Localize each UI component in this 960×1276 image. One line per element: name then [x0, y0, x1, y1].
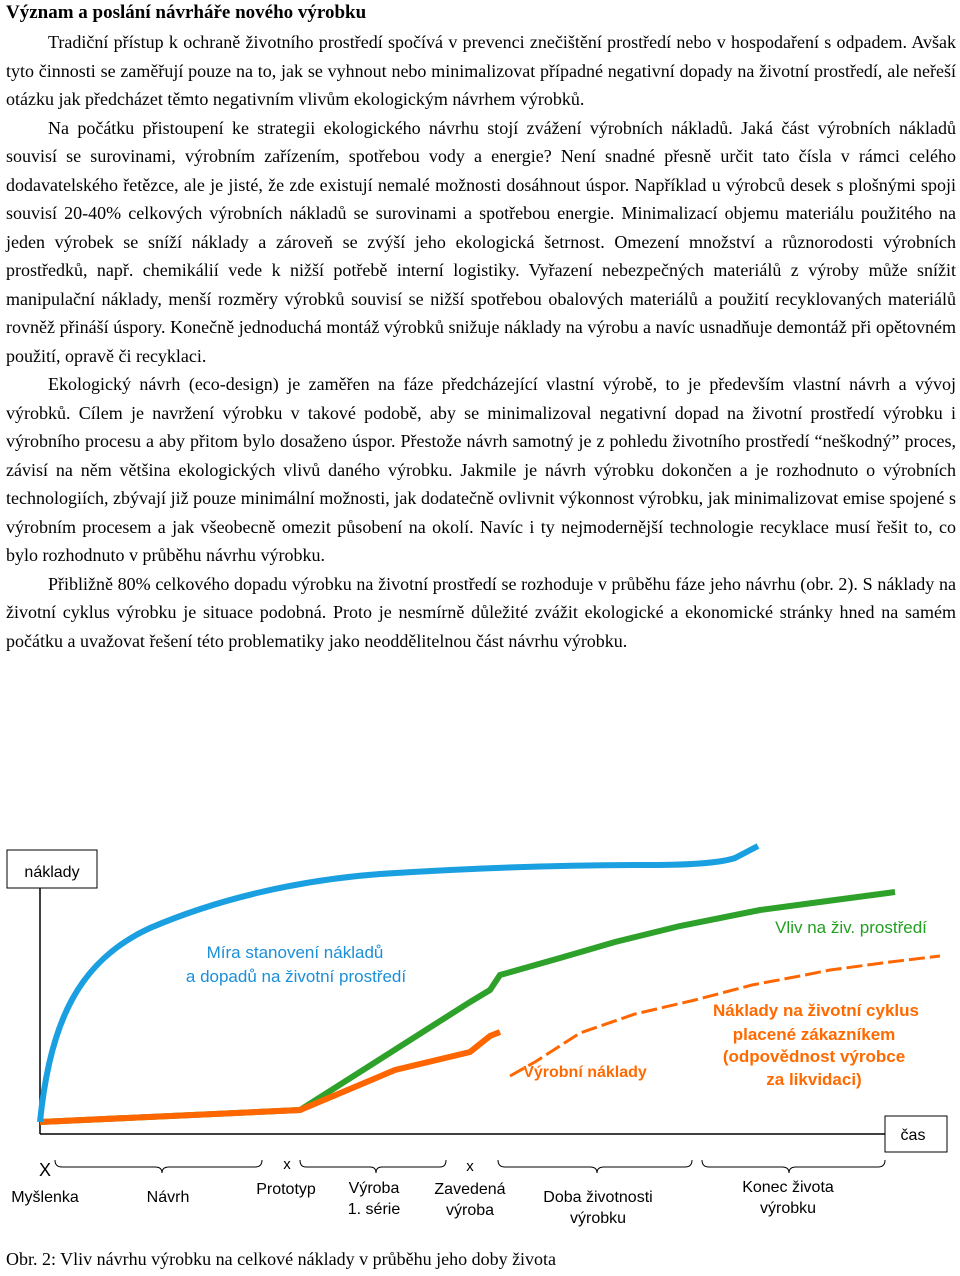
blue-annotation: Míra stanovení nákladů	[206, 943, 384, 962]
brace-series	[300, 1160, 446, 1173]
phase-label: Zavedená	[434, 1181, 506, 1198]
figure-caption: Obr. 2: Vliv návrhu výrobku na celkové náklady v průběhu jeho doby života	[6, 1249, 557, 1269]
phase-label: výrobku	[569, 1210, 627, 1227]
lifecycle-annotation: placené zákazníkem	[732, 1025, 896, 1044]
orange-annotation: Výrobní náklady	[523, 1064, 647, 1081]
brace-design	[55, 1160, 262, 1173]
phase-label: výroba	[445, 1202, 495, 1219]
y-axis-label-box	[7, 850, 97, 888]
phase-label: 1. série	[347, 1201, 401, 1218]
lifecycle-annotation: za likvidaci)	[766, 1070, 862, 1089]
x-axis-label: čas	[900, 1127, 926, 1144]
phase-label: Prototyp	[256, 1181, 316, 1198]
brace-end	[702, 1160, 885, 1173]
phase-label: Návrh	[146, 1189, 190, 1206]
lifecycle-annotation: Náklady na životní cyklus	[713, 1001, 919, 1020]
marker-x: x	[466, 1158, 474, 1175]
marker-x: x	[283, 1156, 291, 1173]
paragraph: Tradiční přístup k ochraně životního prostředí spočívá v prevenci znečištění prostředí nebo v hospodaření s odpadem. Avšak tyto činnosti se zaměřují pouze na to, jak se vyhnout nebo minimalizovat případné negativní dopady na životní prostředí, ale neřeší otázku jak předcházet těmto negativním vlivům ekologickým návrhem výrobků.	[6, 32, 956, 109]
paragraph: Ekologický návrh (eco-design) je zaměřen na fáze předcházející vlastní výrobě, to je především vlastní návrh a vývoj výrobků. Cílem je navržení výrobku v takové podobě, aby se minimalizoval negativní dopad na životní prostředí výrobku i výrobního procesu a aby přitom bylo dosaženo úspor. Přestože návrh samotný je z pohledu životního prostředí “neškodný” proces, závisí na něm většina ekologických vlivů daného výrobku. Jakmile je návrh výrobku dokončen a je rozhodnuto o výrobních technologiích, zbývají již pouze minimální možnosti, jak dodatečně ovlivnit výkonnost výrobku, jak minimalizovat emise spojené s výrobním procesem a jak všeobecně omezit působení na okolí. Navíc i ty nejmodernější technologie recyklace musí řešit to, co bylo rozhodnuto v průběhu návrhu výrobku.	[6, 374, 956, 565]
phase-label: Myšlenka	[11, 1189, 79, 1206]
green-annotation: Vliv na živ. prostředí	[775, 918, 927, 937]
cost-lifecycle-diagram	[0, 820, 960, 1240]
phase-label: Konec života	[742, 1179, 834, 1196]
orange-line	[40, 1032, 500, 1122]
phase-label: výrobku	[759, 1200, 817, 1217]
x-axis-label-box	[885, 1116, 947, 1152]
marker-x: X	[38, 1160, 52, 1180]
phase-label: Doba životnosti	[543, 1189, 653, 1206]
lifecycle-annotation: (odpovědnost výrobce	[722, 1047, 906, 1066]
y-axis-label: náklady	[24, 864, 80, 881]
paragraph: Na počátku přistoupení ke strategii ekologického návrhu stojí zvážení výrobních nákladů. Jaká část výrobních nákladů souvisí se surovinami, výrobním zařízením, spotřebou vody a energie? Není snadné přesně určit tato čísla v rámci celého dodavatelského řetězce, ale je jisté, že zde existují nemalé možnosti dosáhnout úspor. Například u výrobců desek s plošnými spoji souvisí 20-40% celkových výrobních nákladů se surovinami a spotřebou energie. Minimalizací objemu materiálu použitého na jeden výrobek se sníží náklady a zároveň se zvýší jeho ekologická šetrnost. Omezení množství a různorodosti výrobních prostředků, např. chemikálií vede k nižší potřebě interní logistiky. Vyřazení nebezpečných materiálů z výroby může snížit manipulační náklady, menší rozměry výrobků souvisí se nižší spotřebou obalových materiálů a použití recyklovaných materiálů rovněž přináší úspory. Konečně jednoduchá montáž výrobků snižuje náklady na výrobu a navíc usnadňuje demontáž při opětovném použití, opravě či recyklaci.	[6, 117, 956, 366]
brace-lifetime	[498, 1160, 692, 1173]
phase-label: Výroba	[348, 1180, 400, 1197]
body-text	[6, 28, 956, 655]
paragraph: Přibližně 80% celkového dopadu výrobku na životní prostředí se rozhoduje v průběhu fáze jeho návrhu (obr. 2). S náklady na životní cyklus výrobku je situace podobná. Proto je nesmírně důležité zvážit ekologické a ekonomické stránky hned na samém počátku a uvažovat řešení této problematiky jako neoddělitelnou část návrhu výrobku.	[6, 573, 956, 651]
blue-annotation: a dopadů na životní prostředí	[185, 967, 407, 986]
section-title: Význam a poslání návrháře nového výrobku	[6, 2, 367, 23]
